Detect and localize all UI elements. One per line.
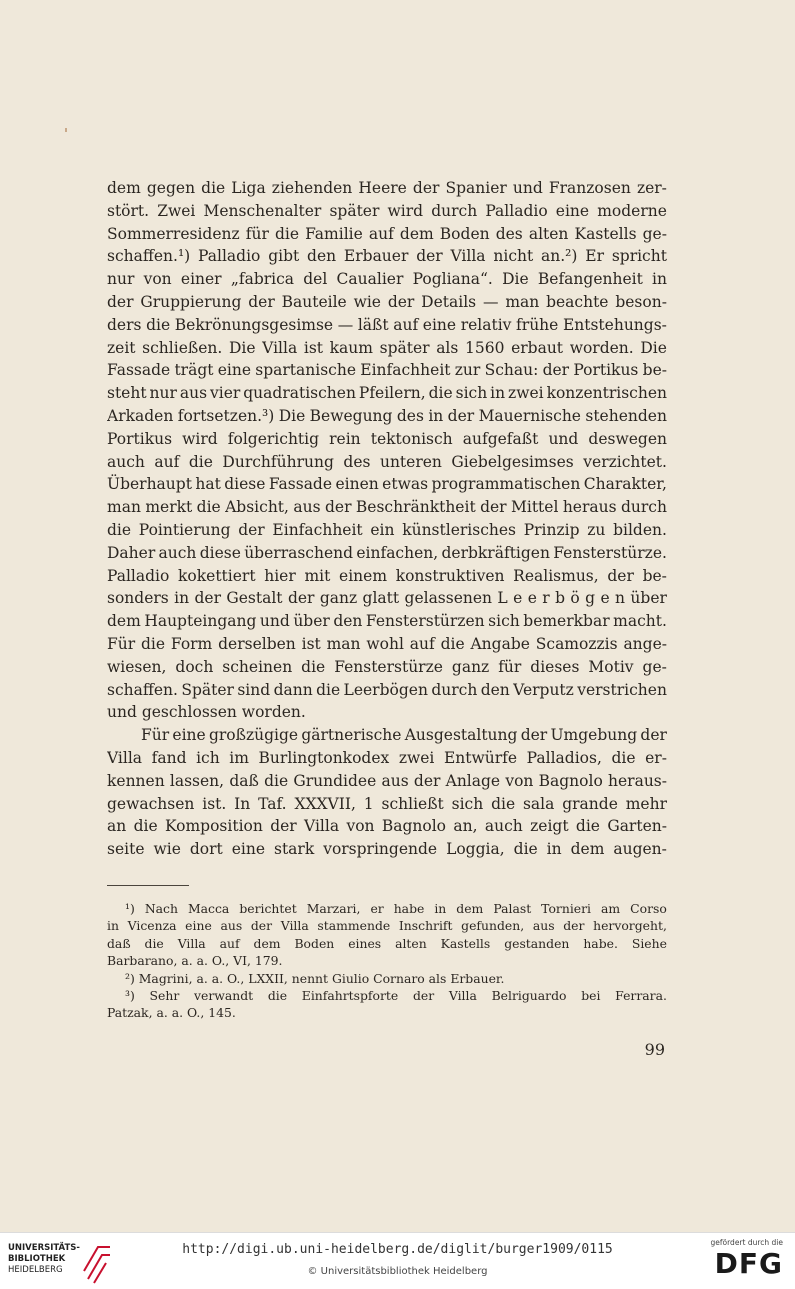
text-line: wiesen, doch scheinen die Fensterstürze ganz für dieses Motiv ge- bbox=[107, 657, 667, 676]
text-line: Villa fand ich im Burlingtonkodex zwei Entwürfe Palladios, die er- bbox=[107, 748, 667, 767]
library-line-2: BIBLIOTHEK bbox=[8, 1254, 66, 1264]
text-line: sonders in der Gestalt der ganz glatt gelassenen L e e r b ö g e n über bbox=[107, 589, 667, 608]
library-line-1: UNIVERSITÄTS- bbox=[8, 1243, 80, 1253]
footnote-line: Patzak, a. a. O., 145. bbox=[107, 1005, 236, 1021]
footnote-rule bbox=[107, 885, 189, 886]
funder-note: gefördert durch die bbox=[710, 1238, 783, 1247]
library-line-3: HEIDELBERG bbox=[8, 1265, 63, 1275]
text-line: auch auf die Durchführung des unteren Giebelgesimses verzichtet. bbox=[107, 452, 667, 471]
text-line: Arkaden fortsetzen.³) Die Bewegung des in der Mauernische stehenden bbox=[107, 406, 667, 425]
text-line: Für eine großzügige gärtnerische Ausgestaltung der Umgebung der bbox=[141, 726, 667, 745]
text-line: und geschlossen worden. bbox=[107, 703, 306, 722]
text-line: Fassade trägt eine spartanische Einfachheit zur Schau: der Portikus be- bbox=[107, 361, 667, 380]
text-line: dem Haupteingang und über den Fensterstürzen sich bemerkbar macht. bbox=[107, 612, 667, 631]
permalink-url[interactable]: http://digi.ub.uni-heidelberg.de/diglit/burger1909/0115 bbox=[182, 1242, 613, 1257]
text-line: dem gegen die Liga ziehenden Heere der Spanier und Franzosen zer- bbox=[107, 179, 667, 197]
text-line: Palladio kokettiert hier mit einem konstruktiven Realismus, der be- bbox=[107, 566, 667, 585]
text-line: an die Komposition der Villa von Bagnolo an, auch zeigt die Garten- bbox=[107, 817, 667, 836]
body-text bbox=[107, 177, 667, 861]
page-number: 99 bbox=[644, 1040, 665, 1059]
text-line: die Pointierung der Einfachheit ein künstlerisches Prinzip zu bilden. bbox=[107, 520, 667, 539]
dfg-logo-icon[interactable] bbox=[703, 1238, 783, 1284]
text-line: Sommerresidenz für die Familie auf dem Boden des alten Kastells ge- bbox=[107, 224, 667, 243]
text-line: zeit schließen. Die Villa ist kaum später als 1560 erbaut worden. Die bbox=[107, 338, 667, 357]
footnote-line: ¹) Nach Macca berichtet Marzari, er habe in dem Palast Tornieri am Corso bbox=[125, 901, 667, 916]
text-line: der Gruppierung der Bauteile wie der Details — man beachte beson- bbox=[107, 292, 667, 311]
text-line: schaffen.¹) Palladio gibt den Erbauer der Villa nicht an.²) Er spricht bbox=[107, 247, 667, 266]
footer-bar bbox=[0, 1232, 795, 1289]
text-line: ders die Bekrönungsgesimse — läßt auf eine relativ frühe Entstehungs- bbox=[107, 315, 667, 334]
footnotes bbox=[107, 900, 667, 1022]
text-line: man merkt die Absicht, aus der Beschränktheit der Mittel heraus durch bbox=[107, 498, 667, 517]
text-line: Für die Form derselben ist man wohl auf die Angabe Scamozzis ange- bbox=[107, 634, 667, 653]
footnote-line: Barbarano, a. a. O., VI, 179. bbox=[107, 953, 283, 969]
copyright-notice: © Universitätsbibliothek Heidelberg bbox=[307, 1266, 488, 1277]
text-line: Überhaupt hat diese Fassade einen etwas programmatischen Charakter, bbox=[107, 475, 667, 494]
text-line: steht nur aus vier quadratischen Pfeilern, die sich in zwei konzentrischen bbox=[107, 384, 667, 403]
ink-mark bbox=[65, 128, 67, 132]
footnote-line: in Vicenza eine aus der Villa stammende Inschrift gefunden, aus der hervorgeht, bbox=[107, 918, 667, 934]
text-line: gewachsen ist. In Taf. XXXVII, 1 schließt sich die sala grande mehr bbox=[107, 794, 667, 813]
footnote-line: ³) Sehr verwandt die Einfahrtspforte der Villa Belriguardo bei Ferrara. bbox=[125, 987, 667, 1003]
funder-wordmark: DFG bbox=[714, 1247, 783, 1280]
text-line: nur von einer „fabrica del Caualier Pogliana“. Die Befangenheit in bbox=[107, 270, 667, 289]
text-line: schaffen. Später sind dann die Leerbögen durch den Verputz verstrichen bbox=[107, 680, 667, 699]
text-line: seite wie dort eine stark vorspringende Loggia, die in dem augen- bbox=[107, 840, 667, 859]
text-line: Daher auch diese überraschend einfachen, derbkräftigen Fensterstürze. bbox=[107, 543, 667, 562]
footnote-line: ²) Magrini, a. a. O., LXXII, nennt Giulio Cornaro als Erbauer. bbox=[125, 970, 505, 986]
text-line: kennen lassen, daß die Grundidee aus der Anlage von Bagnolo heraus- bbox=[107, 771, 667, 790]
footnote-line: daß die Villa auf dem Boden eines alten Kastells gestanden habe. Siehe bbox=[107, 935, 667, 951]
text-line: Portikus wird folgerichtig rein tektonisch aufgefaßt und deswegen bbox=[107, 429, 667, 448]
text-line: stört. Zwei Menschenalter später wird durch Palladio eine moderne bbox=[107, 201, 667, 220]
